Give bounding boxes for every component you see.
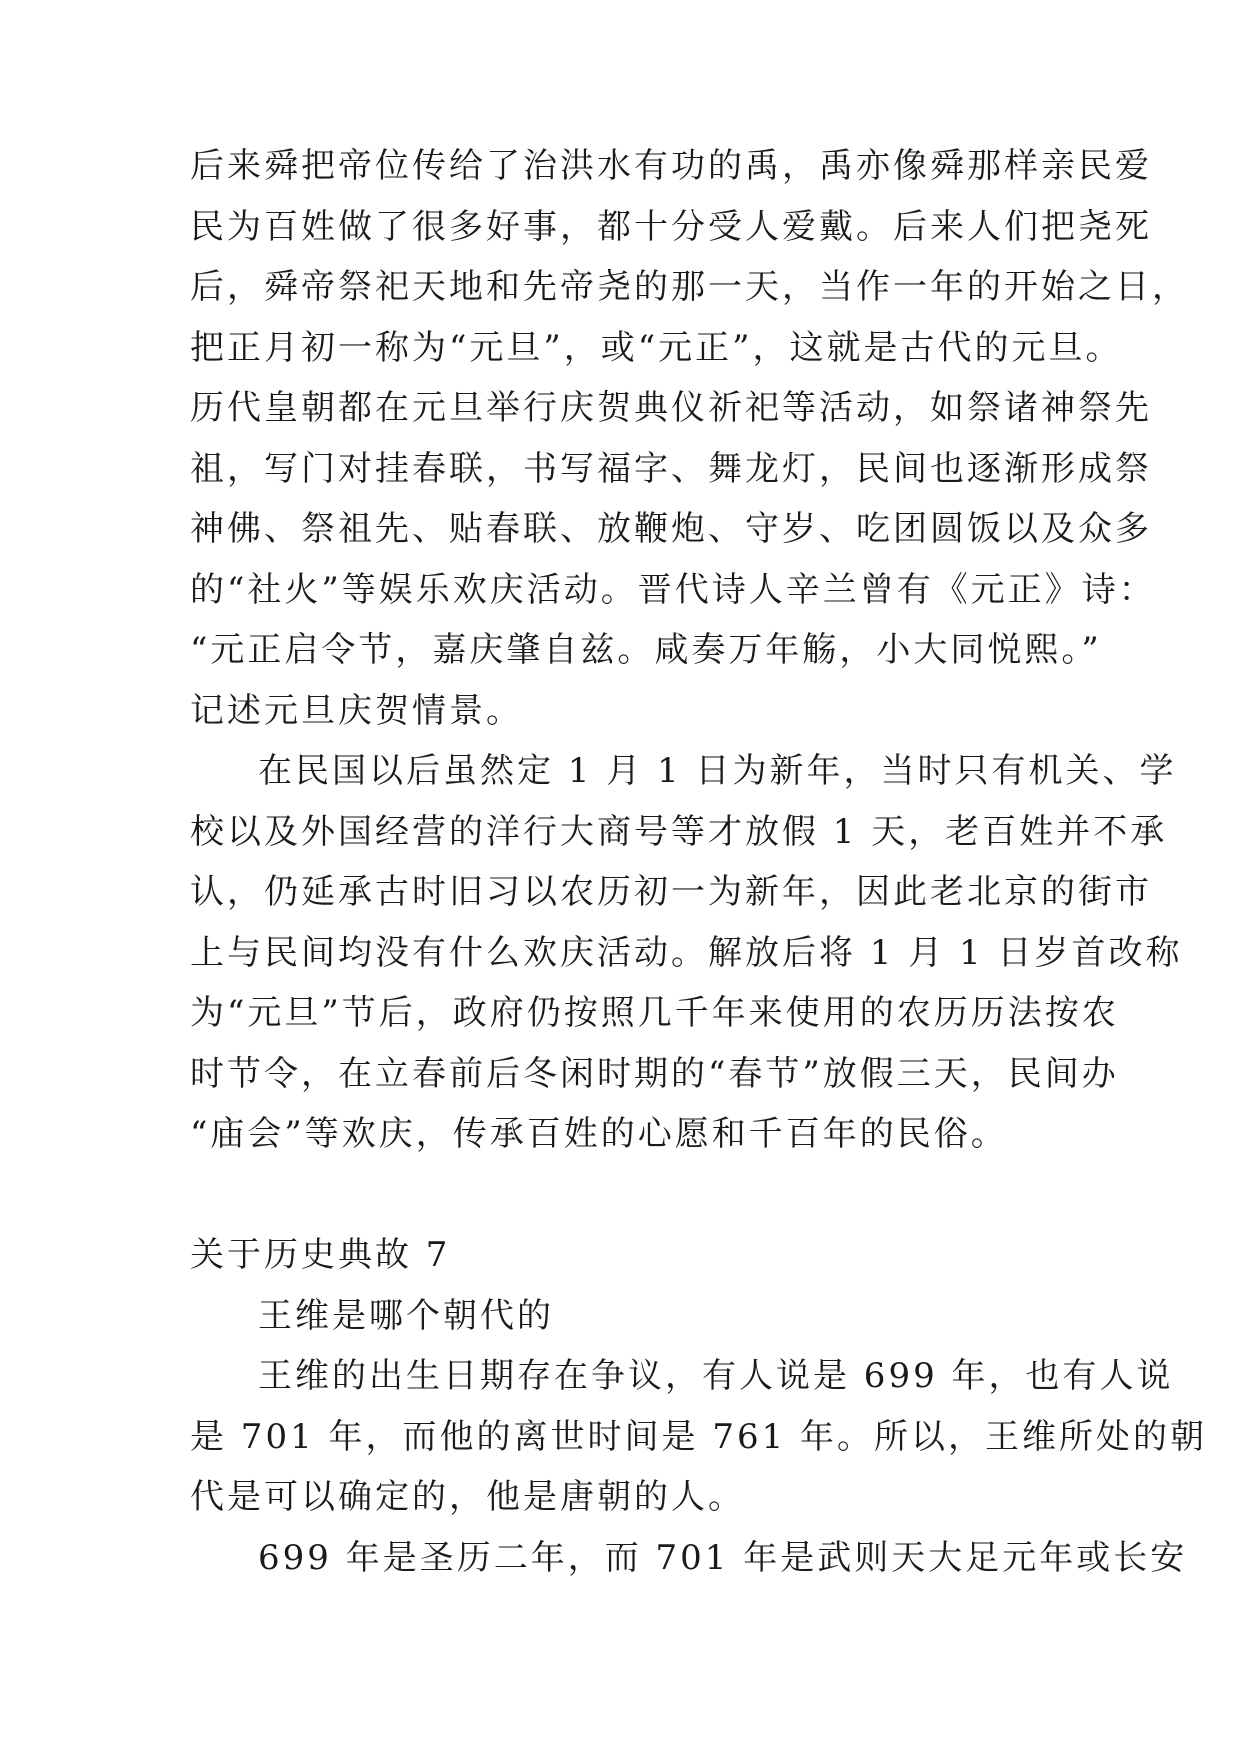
text-line: 校以及外国经营的洋行大商号等才放假 1 天，老百姓并不承 [190,811,1168,852]
text-line: “庙会”等欢庆，传承百姓的心愿和千百年的民俗。 [190,1114,1008,1154]
text-line: 民为百姓做了很多好事，都十分受人爱戴。后来人们把尧死 [190,206,1152,247]
paragraph-1 [190,136,1189,741]
text-line: 把正月初一称为“元旦”，或“元正”，这就是古代的元旦。 [190,327,1123,368]
text-line: 神佛、祭祖先、贴春联、放鞭炮、守岁、吃团圆饭以及众多 [190,509,1152,549]
text-line: 在民国以后虽然定 1 月 1 日为新年，当时只有机关、学 [258,751,1177,791]
text-line: 为“元旦”节后，政府仍按照几千年来使用的农历历法按农 [190,993,1119,1033]
text-line: 记述元旦庆贺情景。 [190,690,523,731]
document-body [190,136,1208,1588]
text-line: 时节令，在立春前后冬闲时期的“春节”放假三天，民间办 [190,1053,1119,1094]
text-line: 认，仍延承古时旧习以农历初一为新年，因此老北京的街市 [190,872,1152,912]
text-line: 祖，写门对挂春联，书写福字、舞龙灯，民间也逐渐形成祭 [190,448,1152,489]
text-line: 后来舜把帝位传给了治洪水有功的禹，禹亦像舜那样亲民爱 [190,146,1152,186]
subheading: 王维是哪个朝代的 [258,1295,554,1336]
text-line: 699 年是圣历二年，而 701 年是武则天大足元年或长安 [258,1537,1188,1578]
text-line: 历代皇朝都在元旦举行庆贺典仪祈祀等活动，如祭诸神祭先 [190,388,1152,428]
text-line: 后，舜帝祭祀天地和先帝尧的那一天，当作一年的开始之日， [190,267,1189,307]
text-line: 代是可以确定的，他是唐朝的人。 [190,1477,745,1517]
section-heading: 关于历史典故 7 [190,1235,451,1275]
blank-line [190,1165,1060,1226]
paragraph-4 [190,1528,1188,1589]
paragraph-2 [190,741,1183,1165]
text-line: 王维的出生日期存在争议，有人说是 699 年，也有人说 [258,1356,1174,1396]
text-line: 上与民间均没有什么欢庆活动。解放后将 1 月 1 日岁首改称 [190,932,1183,973]
paragraph-3 [190,1346,1208,1528]
text-line: “元正启令节，嘉庆肇自兹。咸奏万年觞，小大同悦熙。” [190,630,1102,670]
text-line: 的“社火”等娱乐欢庆活动。晋代诗人辛兰曾有《元正》诗： [190,569,1156,610]
text-line: 是 701 年，而他的离世时间是 761 年。所以，王维所处的朝 [190,1416,1208,1457]
